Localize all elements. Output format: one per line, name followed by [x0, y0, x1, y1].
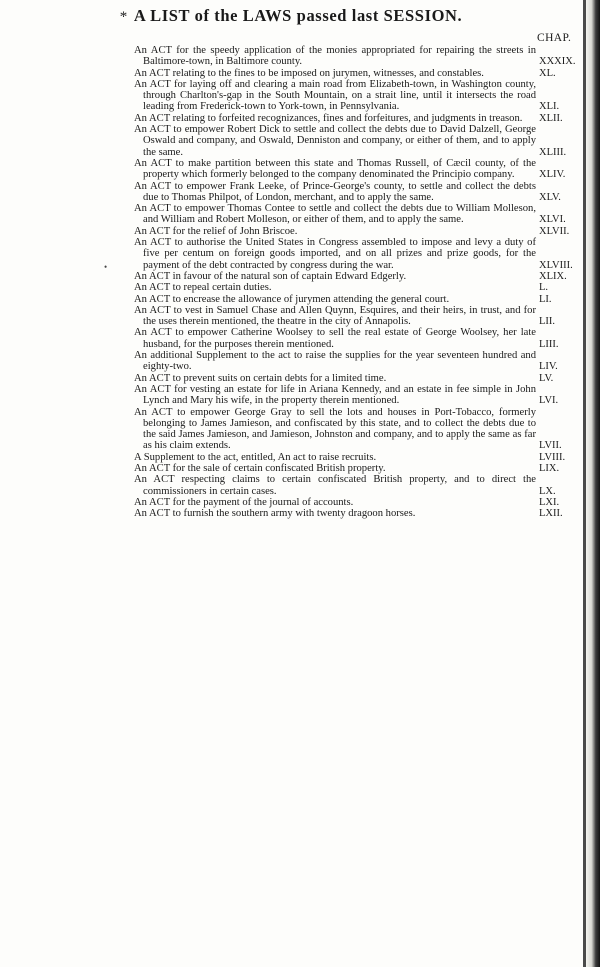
law-entry — [134, 180, 561, 204]
law-entry — [134, 462, 560, 474]
law-entry — [134, 67, 556, 79]
chapter-number: LV. — [539, 372, 554, 384]
law-entry — [134, 406, 562, 452]
law-entry — [134, 157, 566, 181]
chapter-number: LVIII. — [539, 451, 566, 463]
chapter-number: XLVI. — [539, 214, 566, 226]
law-entry-text: An ACT for the payment of the journal of accounts. — [134, 496, 354, 508]
chapter-number: XLV. — [539, 191, 561, 203]
law-entry — [134, 237, 573, 271]
law-entry — [134, 304, 556, 328]
law-entry-text: An ACT to empower Robert Dick to settle and collect the debts due to David Dalzell, George Oswald and company, and Oswald, Denniston and company, or either of them, and to apply the same. — [134, 124, 536, 158]
law-entry — [134, 350, 558, 373]
chapter-number: L. — [539, 282, 549, 294]
law-entry-text: An ACT to empower Thomas Contee to settle and collect the debts due to William Molleson, and William and Robert Molleson, or either of them, and to apply the same. — [134, 203, 536, 226]
law-entry — [134, 474, 556, 497]
chapter-number: XL. — [539, 67, 556, 79]
law-entry — [134, 270, 567, 282]
law-entry — [134, 383, 559, 407]
chapter-number: LX. — [539, 485, 556, 497]
chapter-number: LI. — [539, 293, 552, 305]
law-entry-text: An ACT for the relief of John Briscoe. — [134, 225, 298, 237]
law-entry-text: An ACT relating to the fines to be imposed on jurymen, witnesses, and constables. — [134, 67, 484, 79]
law-entry-text: An ACT to repeal certain duties. — [134, 282, 272, 294]
page-edge — [586, 0, 600, 967]
margin-mark: • — [104, 262, 108, 272]
chapter-column-heading: CHAP. — [537, 32, 572, 44]
law-entry — [134, 451, 566, 463]
law-entry — [134, 203, 566, 226]
chapter-number: XLVIII. — [539, 259, 573, 271]
law-entry-text: An ACT to prevent suits on certain debts for a limited time. — [134, 372, 387, 384]
chapter-number: LIV. — [539, 361, 558, 373]
law-entry-text: An ACT to encrease the allowance of jurymen attending the general court. — [134, 293, 450, 305]
chapter-number: LVI. — [539, 395, 559, 407]
law-entry — [134, 112, 563, 124]
law-entry-text: An ACT to empower Catherine Woolsey to sell the real estate of George Woolsey, her late husband, for the purposes therein mentioned. — [134, 327, 536, 350]
law-entry — [134, 124, 567, 158]
chapter-number: LIX. — [539, 462, 560, 474]
law-entry-text: An ACT for laying off and clearing a main road from Elizabeth-town, in Washington county, through Charlton's-gap in the South Mountain, on a strait line, until it intersects the road leading from Frederick-town to York-town, in Pennsylvania. — [134, 78, 536, 113]
chapter-number: XLVII. — [539, 225, 570, 237]
law-entry-text: An ACT to vest in Samuel Chase and Allen Quynn, Esquires, and their heirs, in trust, and for the uses therein mentioned, the theatre in the city of Annapolis. — [134, 304, 536, 328]
chapter-number: LXII. — [539, 508, 563, 520]
law-entry — [134, 508, 563, 520]
chapter-number: LXI. — [539, 496, 560, 508]
law-entry — [134, 496, 560, 508]
chapter-number: XXXIX. — [539, 56, 576, 68]
law-entry-text: An ACT to furnish the southern army with twenty dragoon horses. — [134, 508, 416, 520]
chapter-number: LVII. — [539, 440, 562, 452]
law-entry-text: A Supplement to the act, entitled, An act to raise recruits. — [134, 451, 377, 463]
law-entry-text: An ACT to make partition between this state and Thomas Russell, of Cæcil county, of the property which formerly belonged to the company denominated the Principio company. — [134, 157, 536, 181]
chapter-number: XLIII. — [539, 146, 567, 158]
law-entry — [134, 225, 570, 237]
law-entry-text: An ACT to empower Frank Leeke, of Prince-George's county, to settle and collect the debts due to Thomas Philpot, of London, merchant, and to apply the same. — [134, 180, 536, 203]
law-entry-text: An additional Supplement to the act to raise the supplies for the year seventeen hundred and eighty-two. — [134, 350, 536, 373]
law-entry — [134, 372, 554, 384]
page-header — [0, 6, 582, 26]
law-entry-text: An ACT relating to forfeited recognizances, fines and forfeitures, and judgments in treason. — [134, 112, 523, 124]
chapter-number: XLIX. — [539, 270, 567, 282]
page-title: A LIST of the LAWS passed last SESSION. — [133, 6, 463, 25]
law-entry — [134, 78, 560, 113]
law-entry — [134, 327, 559, 350]
law-list — [134, 45, 576, 520]
law-entry-text: An ACT for the speedy application of the monies appropriated for repairing the streets in Baltimore-town, in Baltimore county. — [134, 45, 536, 68]
law-entry-text: An ACT to authorise the United States in Congress assembled to impose and levy a duty of five per centum on foreign goods imported, and on all prizes and prize goods, for the payment of the debt contracted by congress during the war. — [134, 237, 536, 271]
law-entry-text: An ACT in favour of the natural son of captain Edward Edgerly. — [134, 270, 407, 282]
chapter-number: LII. — [539, 316, 556, 328]
law-entry — [134, 45, 576, 68]
law-entry — [134, 282, 549, 294]
chapter-number: LIII. — [539, 338, 559, 350]
law-entry-text: An ACT for vesting an estate for life in Ariana Kennedy, and an estate in fee simple in John Lynch and Mary his wife, in the property therein mentioned. — [134, 383, 536, 407]
header-asterisk: * — [119, 9, 128, 25]
chapter-number: XLI. — [539, 101, 560, 113]
law-entry-text: An ACT to empower George Gray to sell the lots and houses in Port-Tobacco, formerly belonging to James Jamieson, and confiscated by this state, and to collect the debts due to the said James Jamieson, and Jamieson, Johnston and company, and to apply the same as far as his claim extends. — [134, 406, 536, 452]
law-entry-text: An ACT for the sale of certain confiscated British property. — [134, 462, 386, 474]
chapter-number: XLII. — [539, 112, 563, 124]
chapter-number: XLIV. — [539, 169, 566, 181]
law-entry — [134, 293, 552, 305]
law-entry-text: An ACT respecting claims to certain confiscated British property, and to direct the commissioners in certain cases. — [134, 474, 536, 497]
